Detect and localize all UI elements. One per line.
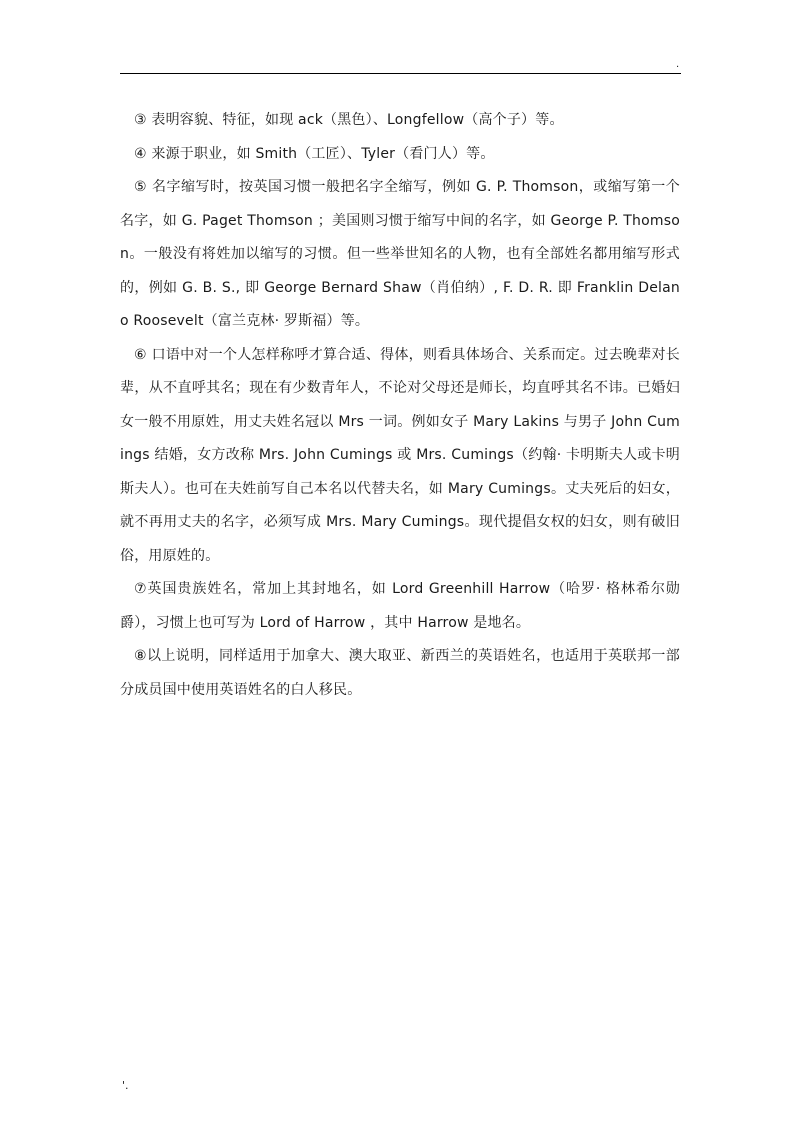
document-body [120, 104, 680, 707]
paragraph-7: ⑦英国贵族姓名，常加上其封地名，如 Lord Greenhill Harrow（哈罗· 格林希尔勋爵），习惯上也可写为 Lord of Harrow ，其中 Harrow 是地名。 [120, 581, 680, 631]
paragraph-5: ⑤ 名字缩写时，按英国习惯一般把名字全缩写，例如 G. P. Thomson，或缩写第一个名字，如 G. Paget Thomson ；美国则习惯于缩写中间的名字，如 George P. Thomson。一般没有将姓加以缩写的习惯。但一些举世知名的人物，也有全部姓名都用缩写形式的，例如 G. B. S., 即 George Bernard Shaw（肖伯纳）, F. D. R. 即 Franklin Delano Roosevelt（富兰克林· 罗斯福）等。 [120, 179, 680, 329]
paragraph-3: ③ 表明容貌、特征，如现 ack（黑色）、Longfellow（高个子）等。 [134, 112, 564, 128]
paragraph-8: ⑧以上说明，同样适用于加拿大、澳大取亚、新西兰的英语姓名，也适用于英联邦一部分成员国中使用英语姓名的白人移民。 [120, 648, 680, 698]
paragraph-4: ④ 来源于职业，如 Smith（工匠）、Tyler（看门人）等。 [134, 145, 495, 162]
header-rule [120, 73, 681, 74]
header-mark: . [676, 59, 680, 70]
paragraph-6: ⑥ 口语中对一个人怎样称呼才算合适、得体，则看具体场合、关系而定。过去晚辈对长辈，从不直呼其名；现在有少数青年人，不论对父母还是师长，均直呼其名不讳。已婚妇女一般不用原姓，用丈夫姓名冠以 Mrs 一词。例如女子 Mary Lakins 与男子 John Cumings 结婚，女方改称 Mrs. John Cumings 或 Mrs. Cumings（约翰· 卡明斯夫人或卡明斯夫人）。也可在夫姓前写自己本名以代替夫名，如 Mary Cumings。丈夫死后的妇女，就不再用丈夫的名字，必须写成 Mrs. Mary Cumings。现代提倡女权的妇女，则有破旧俗，用原姓的。 [120, 346, 680, 564]
footer-mark: '. [122, 1079, 129, 1092]
